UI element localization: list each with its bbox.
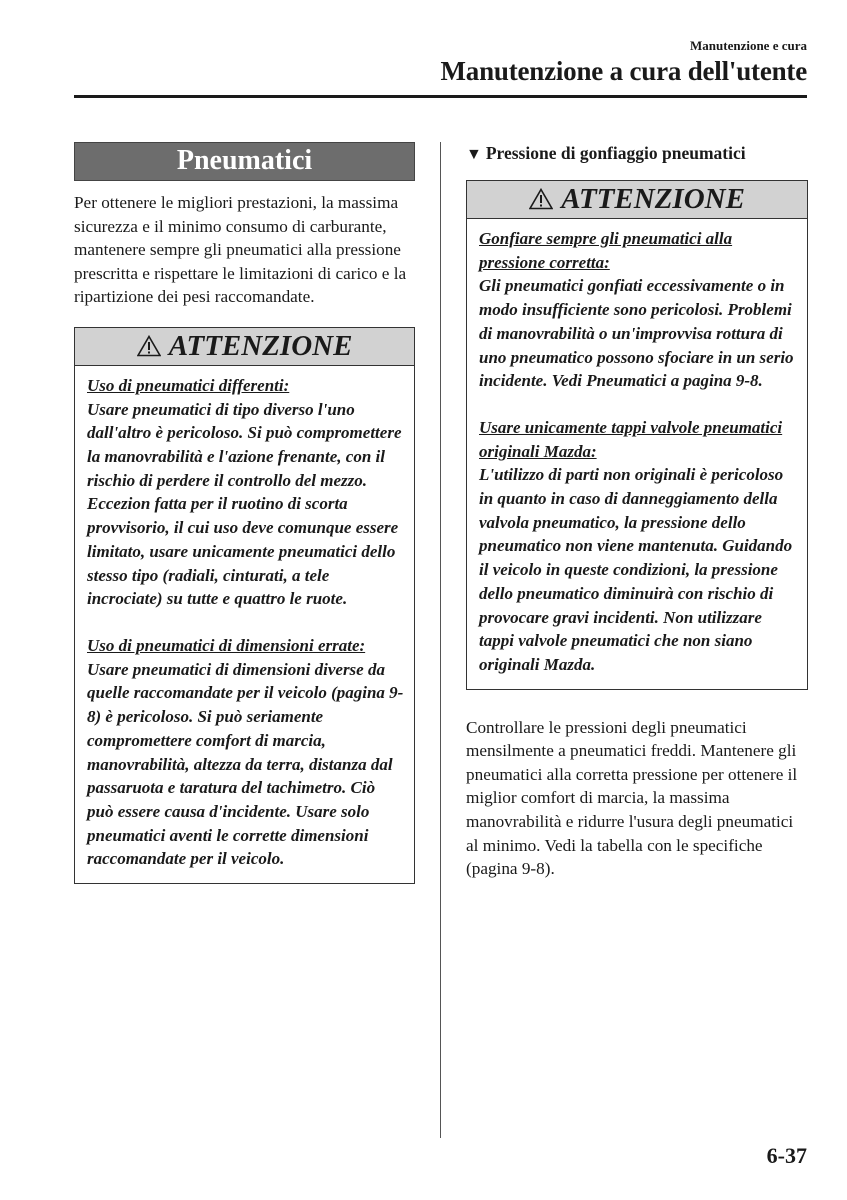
- warning-item: [479, 416, 797, 677]
- warning-heading: ATTENZIONE: [168, 329, 353, 362]
- warning-heading: ATTENZIONE: [561, 183, 745, 215]
- warning-box-tires: [74, 327, 415, 884]
- warning-subtitle: Uso di pneumatici differenti:: [87, 375, 290, 395]
- section-title: Pneumatici: [74, 142, 415, 181]
- warning-subtitle: Gonfiare sempre gli pneumatici alla pressione corretta:: [479, 229, 733, 272]
- warning-triangle-icon: [529, 183, 561, 215]
- subsection-heading-text: Pressione di gonfiaggio pneumatici: [485, 143, 746, 163]
- warning-box-pressure: [466, 180, 808, 690]
- warning-text: Gli pneumatici gonfiati eccessivamente o in modo insufficiente sono pericolosi. Problemi di manovrabilità o un'improvvisa rottura di uno pneumatico possono sfociare in un serio incidente. Vedi Pneumatici a pagina 9-8.: [479, 276, 794, 391]
- warning-text: Usare pneumatici di tipo diverso l'uno dall'altro è pericoloso. Si può compromettere la manovrabilità e l'azione frenante, con il rischio di perdere il controllo del mezzo. Eccezion fatta per il ruotino di scorta provvisorio, il cui uso deve comunque essere limitato, usare unicamente pneumatici dello stesso tipo (radiali, cinturati, a tele incrociate) su tutte e quattro le ruote.: [87, 399, 402, 609]
- warning-subtitle: Usare unicamente tappi valvole pneumatici originali Mazda:: [479, 417, 783, 461]
- header-title: Manutenzione a cura dell'utente: [440, 56, 807, 86]
- warning-item: [479, 227, 797, 393]
- triangle-down-icon: ▼: [466, 146, 482, 163]
- pressure-paragraph: Controllare le pressioni degli pneumatici mensilmente a pneumatici freddi. Mantenere gli pneumatici alla corretta pressione per ottenere il miglior comfort di marcia, la massima manovrabilità e ridurre l'usura degli pneumatici al minimo. Vedi la tabella con le specifiche (pagina 9-8).: [466, 717, 798, 879]
- warning-header: [467, 181, 807, 219]
- page-number: 6-37: [766, 1143, 807, 1168]
- warning-text: L'utilizzo di parti non originali è pericoloso in quanto in caso di danneggiamento della valvola pneumatico, la pressione dello pneumatico non viene mantenuta. Guidando il veicolo in queste condizioni, la pressione dello pneumatico diminuirà con rischio di provocare gravi incidenti. Non utilizzare tappi valvole pneumatici che non siano originali Mazda.: [479, 465, 793, 674]
- right-column: [466, 142, 808, 881]
- column-divider: [440, 142, 441, 1138]
- intro-paragraph: Per ottenere le migliori prestazioni, la massima sicurezza e il minimo consumo di carburante, mantenere sempre gli pneumatici alla pressione prescritta e rispettare le limitazioni di carico e la ripartizione dei pesi raccomandate.: [74, 193, 407, 307]
- left-column: [74, 142, 415, 884]
- subsection-heading: [466, 142, 808, 166]
- warning-triangle-icon: [137, 330, 169, 362]
- warning-item: [87, 374, 404, 611]
- warning-item: [87, 634, 404, 871]
- warning-body: [467, 219, 807, 689]
- header-section-label: Manutenzione e cura: [690, 38, 807, 53]
- warning-text: Usare pneumatici di dimensioni diverse da quelle raccomandate per il veicolo (pagina 9-8) è pericoloso. Si può seriamente compromettere comfort di marcia, manovrabilità, altezza da terra, distanza dal passaruota e taratura del tachimetro. Ciò può essere causa d'incidente. Usare solo pneumatici aventi le corrette dimensioni raccomandate per il veicolo.: [87, 659, 404, 869]
- header-rule: [74, 95, 807, 98]
- warning-subtitle: Uso di pneumatici di dimensioni errate:: [87, 636, 366, 655]
- warning-body: [75, 366, 414, 883]
- warning-header: [75, 328, 414, 366]
